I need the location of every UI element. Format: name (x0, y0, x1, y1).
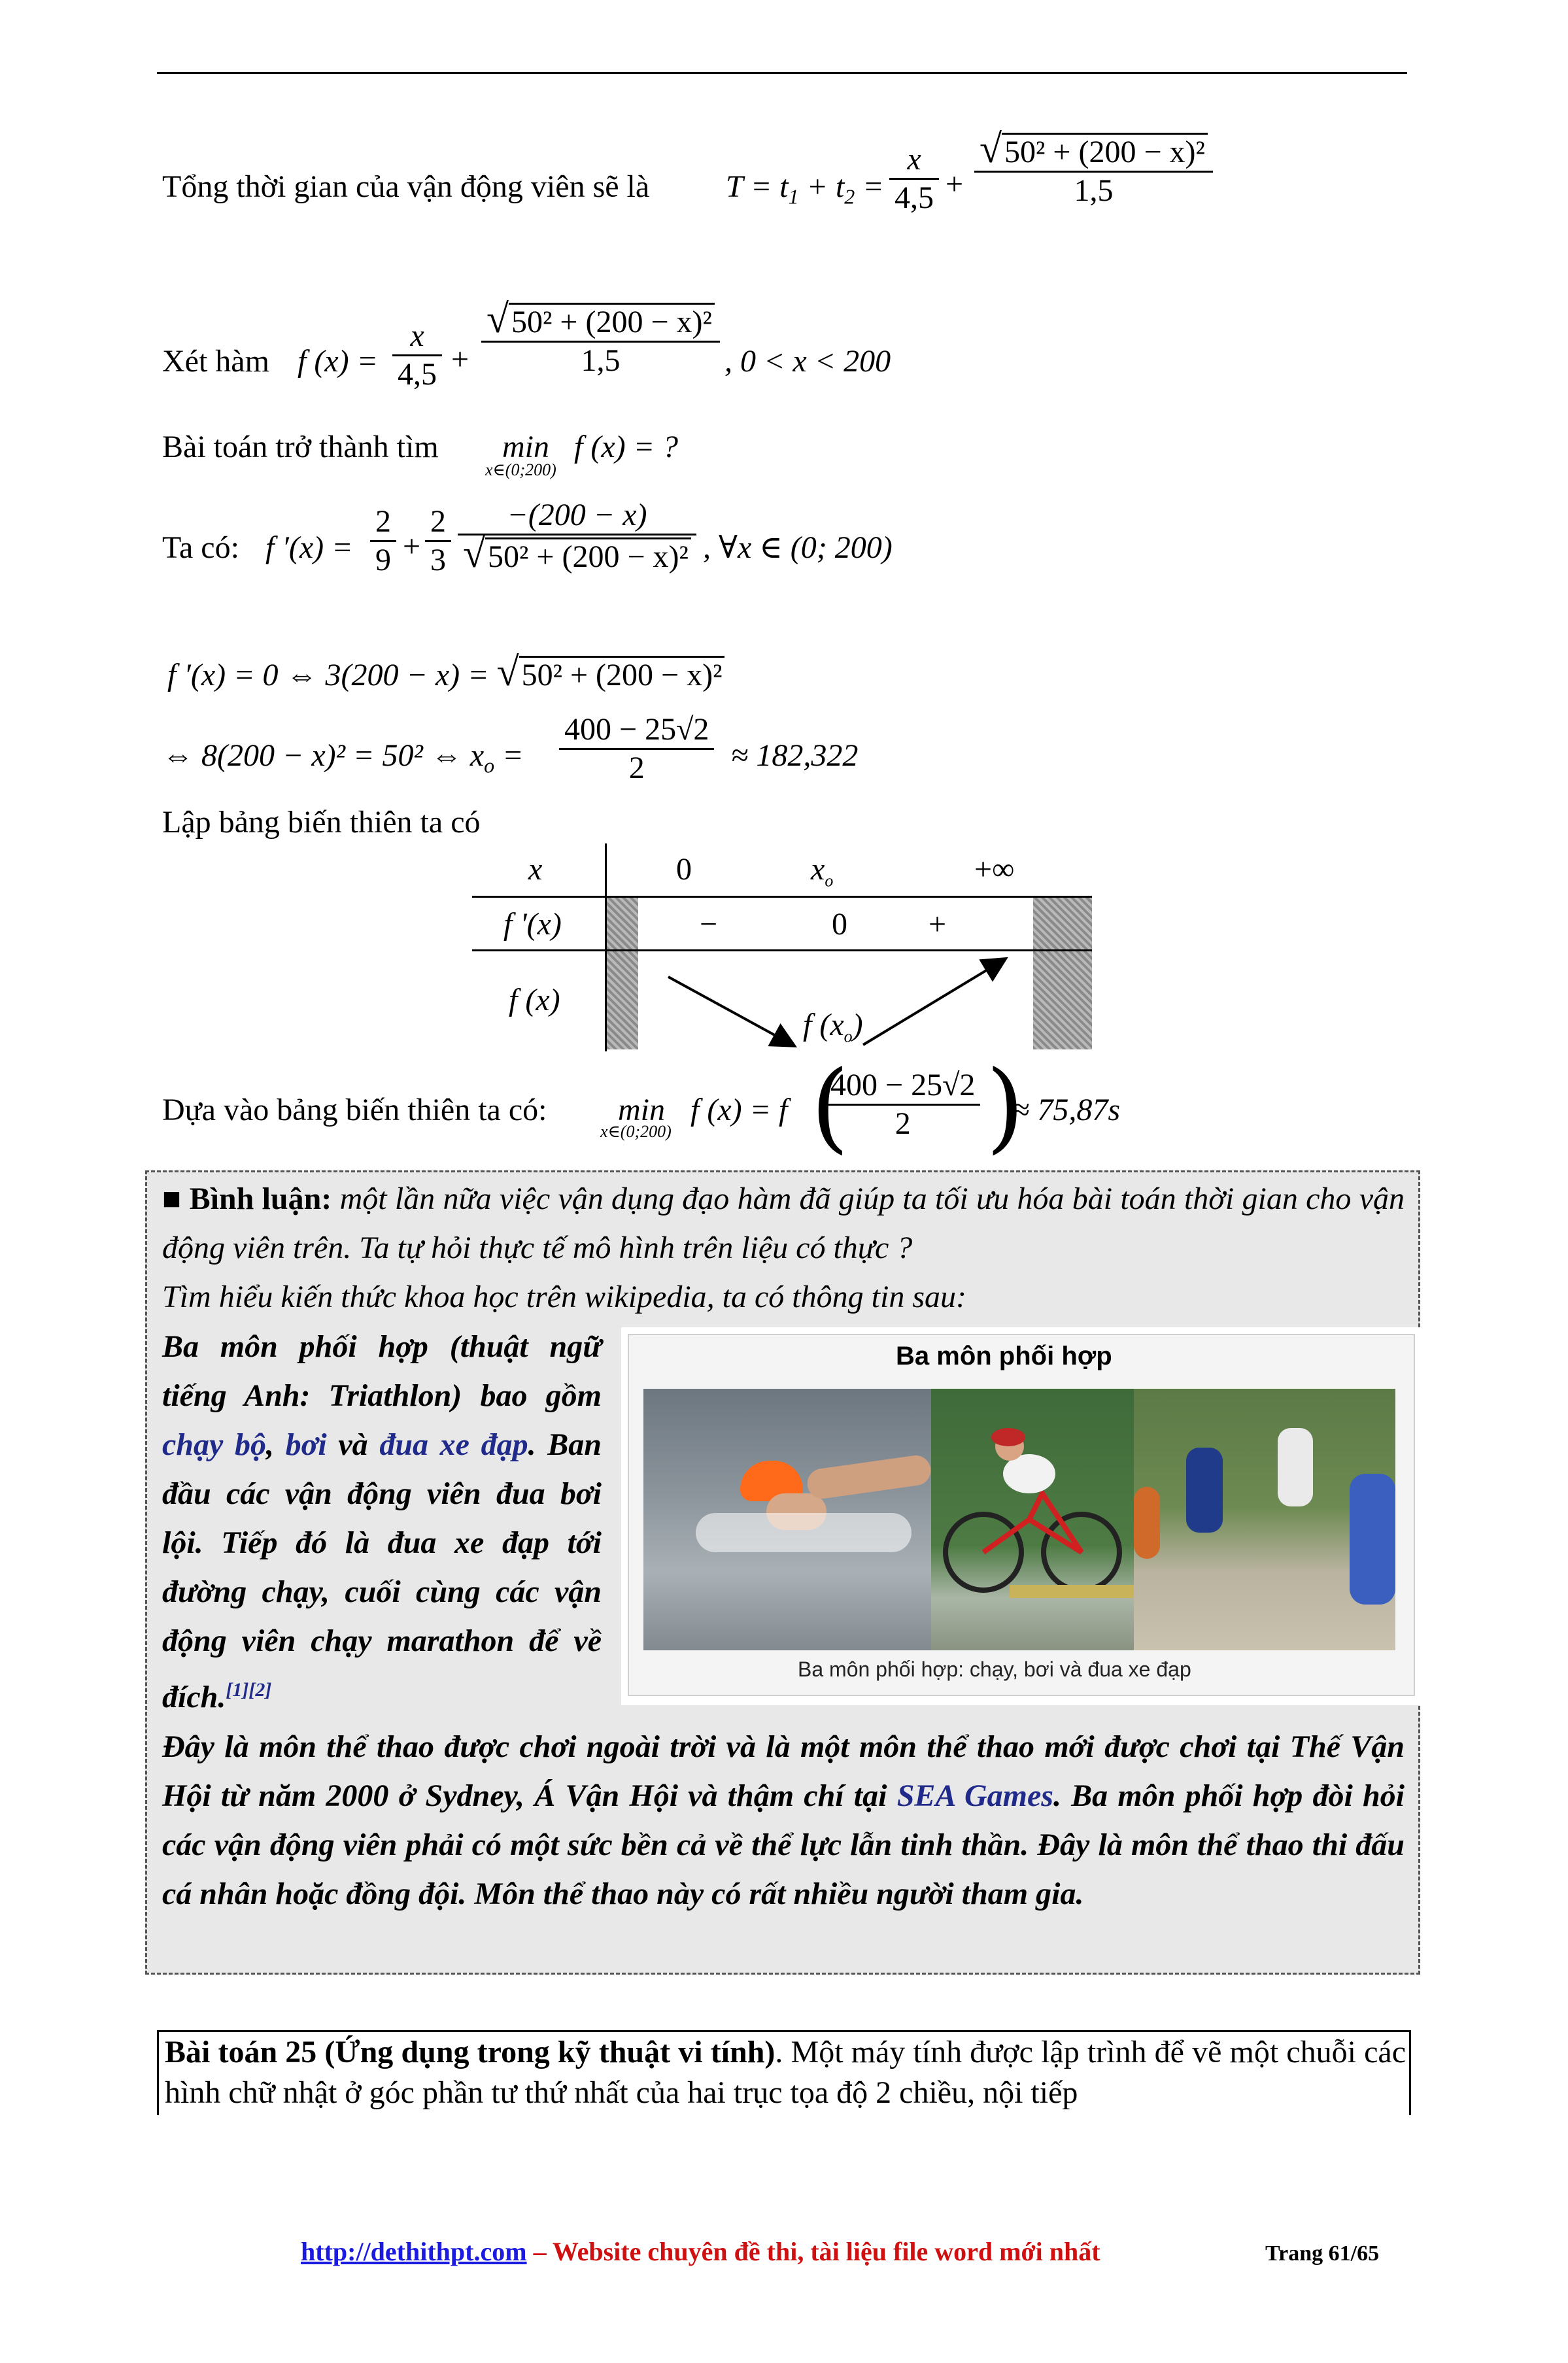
header-rule (157, 72, 1407, 74)
commentary-intro: ■ Bình luận: một lần nữa việc vận dụng đạo hàm đã giúp ta tối ưu hóa bài toán thời gian cho vận động viên trên. Ta tự hỏi thực tế mô hình trên liệu có thực ? (162, 1182, 1405, 1265)
link-sea-games[interactable]: SEA Games (896, 1778, 1053, 1813)
variation-table-intro: Lập bảng biến thiên ta có (162, 805, 481, 840)
runner-1 (1186, 1448, 1223, 1533)
problem-25-label: Bài toán 25 (Ứng dụng trong kỹ thuật vi tính) (165, 2035, 775, 2069)
table-x-value-0: 0 (676, 852, 692, 887)
footer: http://dethithpt.com – Website chuyên đề thi, tài liệu file word mới nhất (301, 2237, 1100, 2266)
triathlon-photo-card (621, 1327, 1420, 1705)
conclusion-paren-close: ) (986, 1050, 1025, 1164)
cyclist-illustration (931, 1389, 1134, 1650)
commentary-left-column: Ba môn phối hợp (thuật ngữ tiếng Anh: Triathlon) bao gồm chạy bộ, bơi và đua xe đạp. Ban đầu các vận động viên đua bơi lội. Tiếp đó là đua xe đạp tới đường chạy, cuối cùng các vận động viên chạy marathon để về đích.[1][2] (162, 1329, 602, 1714)
conclusion-fx: f (x) = f (690, 1093, 788, 1127)
runner-4 (1134, 1487, 1160, 1559)
derivative-intro: Ta có: (162, 530, 239, 565)
swimmer-arm (806, 1454, 931, 1501)
commentary-full-paragraph: Đây là môn thể thao được chơi ngoài trời và là một môn thể thao mới được chơi tại Thế Vận Hội từ năm 2000 ở Sydney, Á Vận Hội và thậm chí tại SEA Games. Ba môn phối hợp đòi hỏi các vận động viên phải có một sức bền cả về thể lực lẫn tinh thần. Đây là môn thể thao thi đấu cá nhân hoặc đồng đội. Môn thể thao này có rất nhiều người tham gia. (162, 1729, 1405, 1911)
photo-caption: Ba môn phối hợp: chạy, bơi và đua xe đạp (798, 1658, 1191, 1681)
page-number: Trang 61/65 (1265, 2241, 1380, 2266)
link-boi[interactable]: bơi (285, 1427, 327, 1462)
min-subscript: x∈(0;200) (485, 460, 556, 479)
commentary-intro-2: Tìm hiểu kiến thức khoa học trên wikipedia, ta có thông tin sau: (162, 1280, 966, 1314)
table-hatch-left-1 (607, 898, 638, 949)
table-row-x-label: x (528, 852, 543, 887)
table-sign-minus: − (700, 907, 718, 942)
total-time-text: Tổng thời gian của vận động viên sẽ là (162, 169, 650, 204)
table-min-value: f $(x_o)$ (803, 1008, 863, 1046)
link-chay-bo[interactable]: chạy bộ (162, 1427, 266, 1462)
fx-plus: + (451, 342, 469, 377)
derivative-frac: $\frac{-(200 - x)}{\text{√50² + (200 − x)²}}$ (458, 497, 696, 575)
table-x-value-xo: $x_o$ (811, 852, 834, 891)
conclusion-min-sub: x∈(0;200) (600, 1122, 672, 1141)
consider-function-line: Xét hàm (162, 344, 269, 379)
derivative-plus: + (403, 529, 421, 564)
plus-sign: + (946, 167, 964, 201)
commentary-heading: Bình luận: (189, 1182, 332, 1216)
refs-link[interactable]: [1][2] (226, 1679, 272, 1701)
fx-frac-x: $\frac{x}{4,5}$ (392, 318, 442, 393)
runner-2 (1278, 1428, 1313, 1506)
conclusion-result: ≈ 75,87s (1012, 1093, 1121, 1127)
water-splash (696, 1513, 912, 1552)
table-sign-plus: + (929, 907, 947, 942)
fx-domain: , 0 < x < 200 (724, 344, 891, 379)
frac-sqrt-over-1-5: $\frac{\text{√50² + (200 − x)²}}{1,5}$ (974, 131, 1213, 209)
fx-def: f (x) = (298, 344, 378, 379)
table-sign-zero: 0 (832, 907, 847, 942)
table-hatch-right-1 (1033, 898, 1092, 949)
conclusion-min: min (618, 1093, 665, 1127)
photo-title: Ba môn phối hợp (896, 1342, 1112, 1370)
table-x-value-inf: +∞ (974, 852, 1015, 887)
derivative-zero-eq: f ′(x) = 0 ⇔ 3(200 − x) = √50² + (200 − x)² (167, 654, 724, 694)
increasing-arrow (863, 960, 1004, 1045)
xo-approx: ≈ 182,322 (731, 738, 859, 773)
run-photo (1134, 1389, 1395, 1650)
table-hatch-left-2 (607, 951, 638, 1049)
total-time-line (162, 169, 649, 205)
conclusion-fraction: $\frac{400 - 25√2}{2}$ (825, 1067, 980, 1142)
swim-photo (643, 1389, 931, 1650)
footer-tagline: Website chuyên đề thi, tài liệu file word mới nhất (552, 2237, 1100, 2266)
frac-2-9: $\frac{2}{9}$ (370, 503, 396, 579)
conclusion-text: Dựa vào bảng biến thiên ta có: (162, 1093, 547, 1127)
footer-site-link[interactable]: http://dethithpt.com (301, 2237, 527, 2266)
frac-2-3: $\frac{2}{3}$ (425, 503, 451, 579)
fx-frac-sqrt: $\frac{\text{√50² + (200 − x)²}}{1,5}$ (481, 301, 720, 379)
total-time-formula: $T = t_1 + t_2$ = (726, 169, 884, 209)
table-h-line-2 (472, 949, 1092, 951)
derivative-lhs: f ′(x) = (265, 530, 353, 565)
table-h-line-1b (472, 896, 1092, 898)
table-row-f-label: f (x) (509, 983, 560, 1017)
min-operator: min (502, 430, 549, 464)
runner-3 (1350, 1474, 1395, 1605)
frac-x-over-4-5: $\frac{x}{4,5}$ (889, 141, 939, 216)
table-hatch-right-2 (1033, 951, 1092, 1049)
solve-xo-lhs: ⇔ 8(200 − x)² = 50² ⇔ $x_o$ = (162, 738, 524, 777)
derivative-domain: , ∀x ∈ (0; 200) (703, 530, 893, 565)
link-dua-xe-dap[interactable]: đua xe đạp (379, 1427, 528, 1462)
bike-photo (931, 1389, 1134, 1650)
problem-25-text: Bài toán 25 (Ứng dụng trong kỹ thuật vi tính). Một máy tính được lập trình để vẽ một chuỗi các hình chữ nhật ở góc phần tư thứ nhất của hai trục tọa độ 2 chiều, nội tiếp (165, 2035, 1406, 2110)
conclusion-paren-open: ( (811, 1050, 849, 1164)
decreasing-arrow (668, 977, 793, 1045)
table-row-fprime-label: f '(x) (503, 907, 562, 942)
problem-becomes-line: Bài toán trở thành tìm (162, 430, 439, 464)
min-target: f (x) = ? (574, 430, 678, 464)
xo-fraction: $\frac{400 - 25√2}{2}$ (559, 711, 714, 787)
